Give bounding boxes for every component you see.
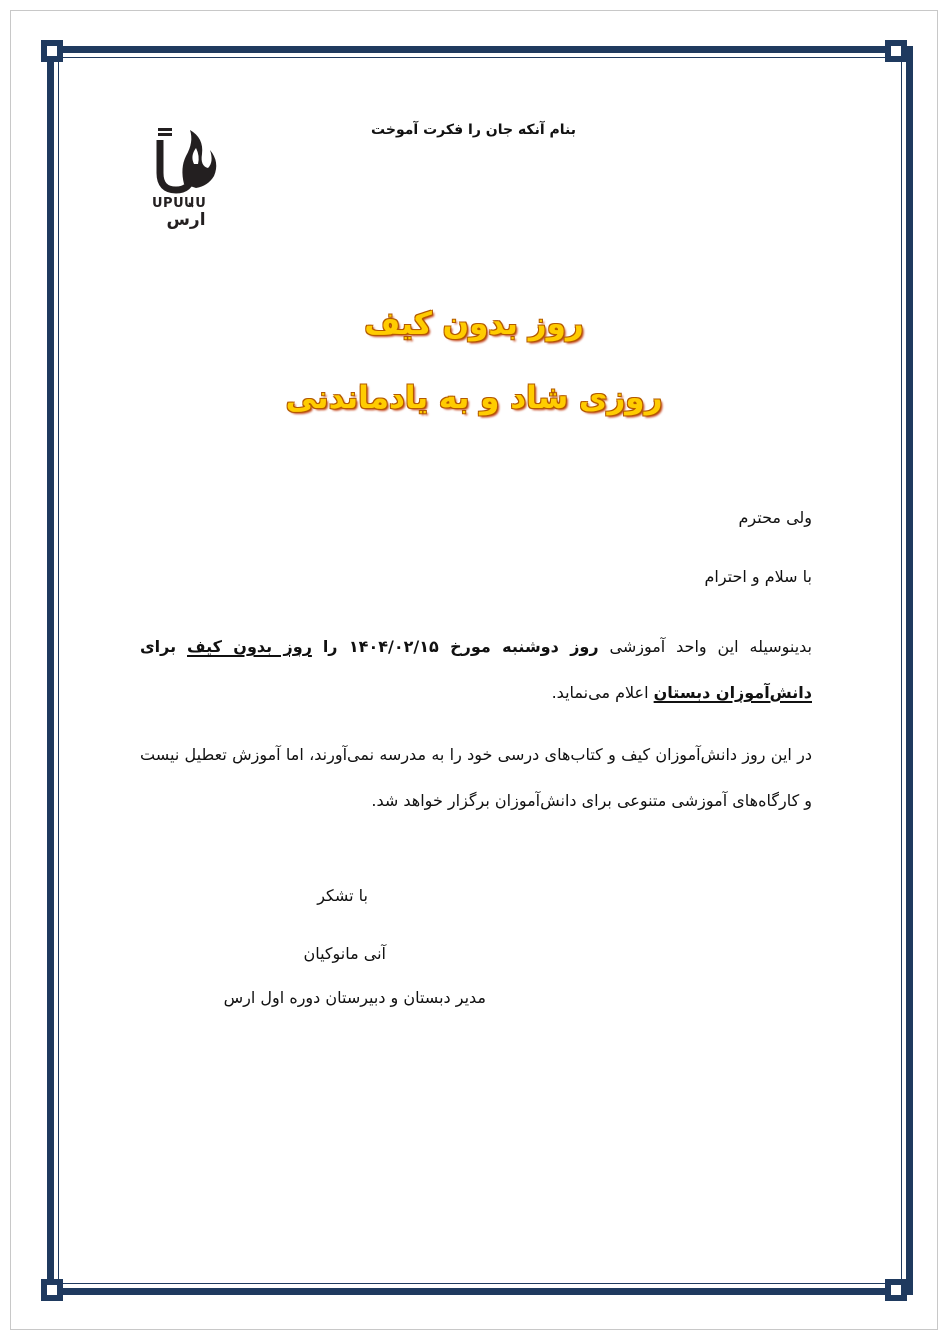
frame-corner-top-right <box>885 40 907 62</box>
basmala-header: بنام آنکه جان را فکرت آموخت <box>371 122 576 138</box>
subtitle: روزی شاد و به یادماندنی <box>285 380 663 416</box>
announcement-suffix: اعلام می‌نماید. <box>551 683 654 702</box>
announcement-date: روز دوشنبه مورخ ۱۴۰۴/۰۲/۱۵ را <box>322 637 599 656</box>
no-bag-day-emphasis: روز بدون کیف <box>187 637 312 656</box>
announcement-for: برای <box>140 637 177 656</box>
announcement-prefix: بدینوسیله این واحد آموزشی <box>598 637 813 656</box>
signatory-name: آنی مانوکیان <box>303 944 386 963</box>
frame-corner-bottom-left <box>41 1279 63 1301</box>
greeting: با سلام و احترام <box>704 567 812 586</box>
students-emphasis: دانش‌آموزان دبستان <box>653 683 812 702</box>
signatory-title: مدیر دبستان و دبیرستان دوره اول ارس <box>223 988 486 1007</box>
announcement-paragraph <box>140 624 812 716</box>
announcement-space <box>312 637 323 656</box>
frame-corner-top-left <box>41 40 63 62</box>
school-logo-mark-icon <box>150 118 222 198</box>
frame-corner-bottom-right <box>885 1279 907 1301</box>
closing-thanks: با تشکر <box>317 886 368 905</box>
salutation: ولی محترم <box>738 508 812 527</box>
details-paragraph: در این روز دانش‌آموزان کیف و کتاب‌های درسی خود را به مدرسه نمی‌آورند، اما آموزش تعطیل نیست و کارگاه‌های آموزشی متنوعی برای دانش‌آموزان برگزار خواهد شد. <box>140 745 812 810</box>
logo-latin-text: UPUԱՍ <box>152 196 206 211</box>
logo-farsi-text: ارس <box>166 210 206 230</box>
announcement-space-2 <box>176 637 187 656</box>
main-title: روز بدون کیف <box>364 306 584 342</box>
